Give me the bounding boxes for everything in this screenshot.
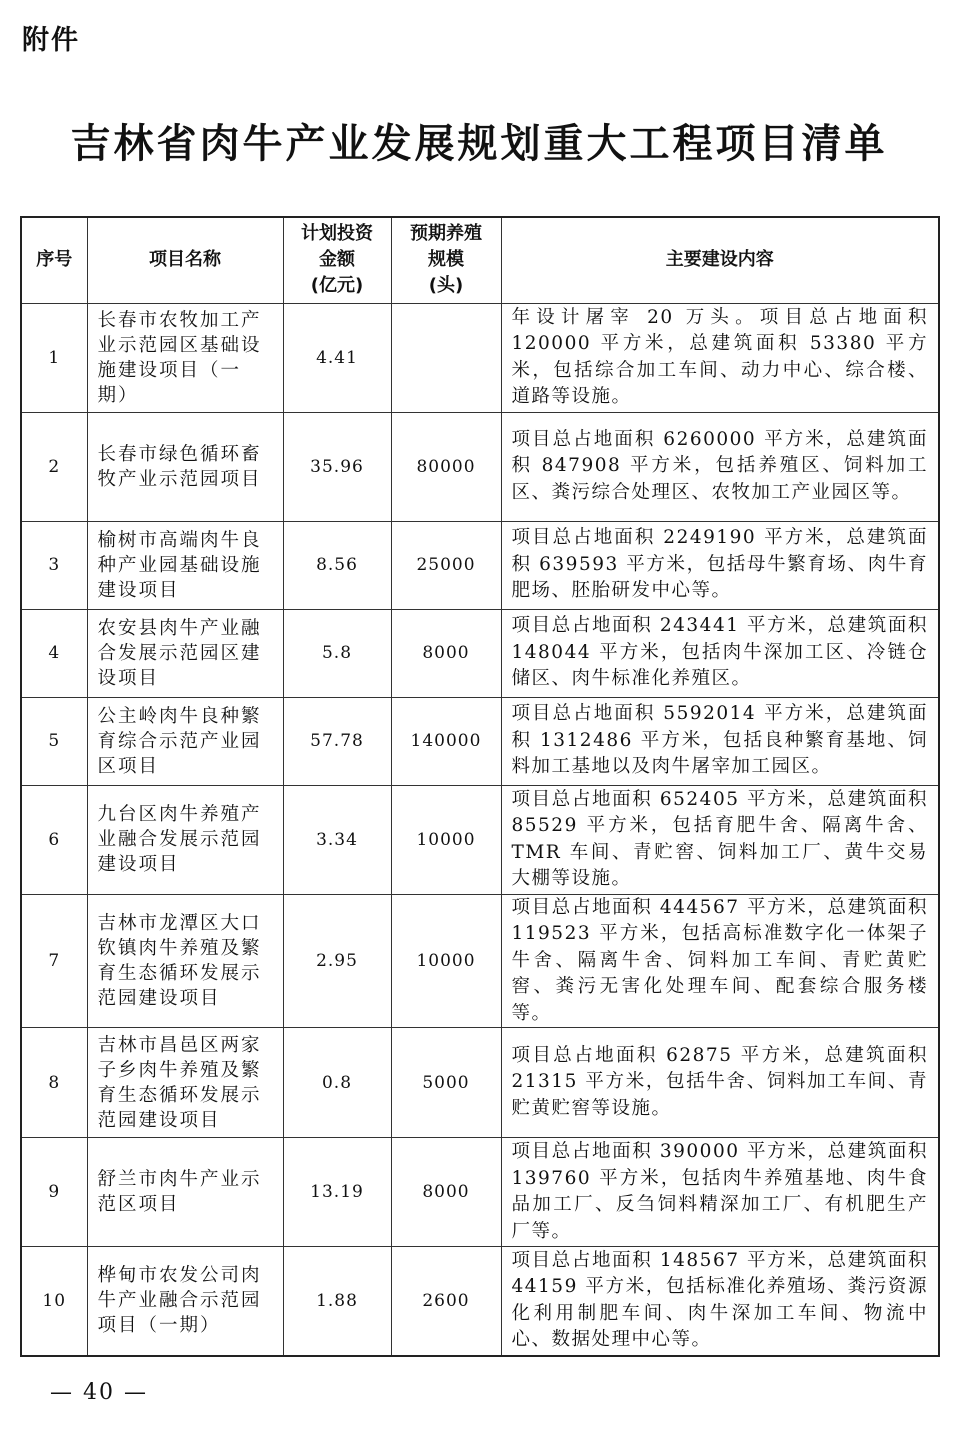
row-investment: 2.95 bbox=[283, 894, 391, 1028]
row-content: 项目总占地面积 390000 平方米，总建筑面积 139760 平方米，包括肉牛养殖基地、肉牛食品加工厂、反刍饲料精深加工厂、有机肥生产厂等。 bbox=[501, 1138, 939, 1247]
table-row bbox=[21, 1247, 939, 1356]
row-scale: 5000 bbox=[391, 1028, 501, 1138]
header-investment-line2: 金额 bbox=[319, 249, 355, 271]
row-investment: 3.34 bbox=[283, 785, 391, 894]
row-scale bbox=[391, 303, 501, 412]
row-no: 3 bbox=[21, 521, 87, 609]
table-row bbox=[21, 1028, 939, 1138]
header-scale-line3: (头) bbox=[428, 275, 464, 297]
table-row bbox=[21, 785, 939, 894]
page-number: — 40 — bbox=[50, 1380, 148, 1405]
row-project-name: 榆树市高端肉牛良种产业园基础设施建设项目 bbox=[87, 521, 283, 609]
header-investment bbox=[283, 217, 391, 303]
table-row bbox=[21, 697, 939, 785]
header-investment-line1: 计划投资 bbox=[301, 223, 373, 245]
table-header-row bbox=[21, 217, 939, 303]
row-project-name: 桦甸市农发公司肉牛产业融合示范园项目（一期） bbox=[87, 1247, 283, 1356]
row-investment: 13.19 bbox=[283, 1138, 391, 1247]
table-row bbox=[21, 1138, 939, 1247]
row-content: 项目总占地面积 652405 平方米，总建筑面积 85529 平方米，包括育肥牛舍、隔离牛舍、TMR 车间、青贮窖、饲料加工厂、黄牛交易大棚等设施。 bbox=[501, 785, 939, 894]
row-project-name: 农安县肉牛产业融合发展示范园区建设项目 bbox=[87, 609, 283, 697]
row-investment: 5.8 bbox=[283, 609, 391, 697]
table-row bbox=[21, 894, 939, 1028]
header-scale-line2: 规模 bbox=[428, 249, 464, 271]
row-project-name: 舒兰市肉牛产业示范区项目 bbox=[87, 1138, 283, 1247]
row-scale: 80000 bbox=[391, 412, 501, 521]
header-scale-line1: 预期养殖 bbox=[410, 223, 482, 245]
row-investment: 0.8 bbox=[283, 1028, 391, 1138]
row-investment: 4.41 bbox=[283, 303, 391, 412]
header-content: 主要建设内容 bbox=[501, 217, 939, 303]
row-project-name: 九台区肉牛养殖产业融合发展示范园建设项目 bbox=[87, 785, 283, 894]
table-row bbox=[21, 521, 939, 609]
project-table bbox=[20, 216, 940, 1357]
row-project-name: 长春市绿色循环畜牧产业示范园项目 bbox=[87, 412, 283, 521]
table-row bbox=[21, 303, 939, 412]
row-content: 项目总占地面积 444567 平方米，总建筑面积 119523 平方米，包括高标准数字化一体架子牛舍、隔离牛舍、饲料加工车间、青贮黄贮窖、粪污无害化处理车间、配套综合服务楼等。 bbox=[501, 894, 939, 1028]
row-no: 8 bbox=[21, 1028, 87, 1138]
row-scale: 10000 bbox=[391, 894, 501, 1028]
row-content: 项目总占地面积 62875 平方米，总建筑面积 21315 平方米，包括牛舍、饲料加工车间、青贮黄贮窖等设施。 bbox=[501, 1028, 939, 1138]
attachment-label: 附件 bbox=[22, 25, 80, 56]
row-investment: 35.96 bbox=[283, 412, 391, 521]
header-scale bbox=[391, 217, 501, 303]
table-row bbox=[21, 609, 939, 697]
row-project-name: 长春市农牧加工产业示范园区基础设施建设项目（一期） bbox=[87, 303, 283, 412]
table-row bbox=[21, 412, 939, 521]
row-content: 项目总占地面积 148567 平方米，总建筑面积 44159 平方米，包括标准化养殖场、粪污资源化利用制肥车间、肉牛深加工车间、物流中心、数据处理中心等。 bbox=[501, 1247, 939, 1356]
header-name: 项目名称 bbox=[87, 217, 283, 303]
row-scale: 8000 bbox=[391, 609, 501, 697]
row-no: 6 bbox=[21, 785, 87, 894]
row-no: 9 bbox=[21, 1138, 87, 1247]
row-content: 项目总占地面积 2249190 平方米，总建筑面积 639593 平方米，包括母牛繁育场、肉牛育肥场、胚胎研发中心等。 bbox=[501, 521, 939, 609]
row-no: 5 bbox=[21, 697, 87, 785]
row-project-name: 吉林市昌邑区两家子乡肉牛养殖及繁育生态循环发展示范园建设项目 bbox=[87, 1028, 283, 1138]
row-content: 项目总占地面积 5592014 平方米，总建筑面积 1312486 平方米，包括良种繁育基地、饲料加工基地以及肉牛屠宰加工园区。 bbox=[501, 697, 939, 785]
row-content: 年设计屠宰 20 万头。项目总占地面积 120000 平方米，总建筑面积 53380 平方米，包括综合加工车间、动力中心、综合楼、道路等设施。 bbox=[501, 303, 939, 412]
document-title: 吉林省肉牛产业发展规划重大工程项目清单 bbox=[70, 121, 888, 167]
header-investment-line3: (亿元) bbox=[310, 275, 364, 297]
row-scale: 8000 bbox=[391, 1138, 501, 1247]
row-scale: 2600 bbox=[391, 1247, 501, 1356]
row-no: 4 bbox=[21, 609, 87, 697]
row-no: 7 bbox=[21, 894, 87, 1028]
row-investment: 57.78 bbox=[283, 697, 391, 785]
row-project-name: 吉林市龙潭区大口钦镇肉牛养殖及繁育生态循环发展示范园建设项目 bbox=[87, 894, 283, 1028]
row-no: 10 bbox=[21, 1247, 87, 1356]
row-no: 1 bbox=[21, 303, 87, 412]
row-scale: 140000 bbox=[391, 697, 501, 785]
row-no: 2 bbox=[21, 412, 87, 521]
row-scale: 10000 bbox=[391, 785, 501, 894]
row-investment: 1.88 bbox=[283, 1247, 391, 1356]
row-content: 项目总占地面积 243441 平方米，总建筑面积 148044 平方米，包括肉牛深加工区、冷链仓储区、肉牛标准化养殖区。 bbox=[501, 609, 939, 697]
row-content: 项目总占地面积 6260000 平方米，总建筑面积 847908 平方米，包括养殖区、饲料加工区、粪污综合处理区、农牧加工产业园区等。 bbox=[501, 412, 939, 521]
row-scale: 25000 bbox=[391, 521, 501, 609]
header-no: 序号 bbox=[21, 217, 87, 303]
row-investment: 8.56 bbox=[283, 521, 391, 609]
row-project-name: 公主岭肉牛良种繁育综合示范产业园区项目 bbox=[87, 697, 283, 785]
